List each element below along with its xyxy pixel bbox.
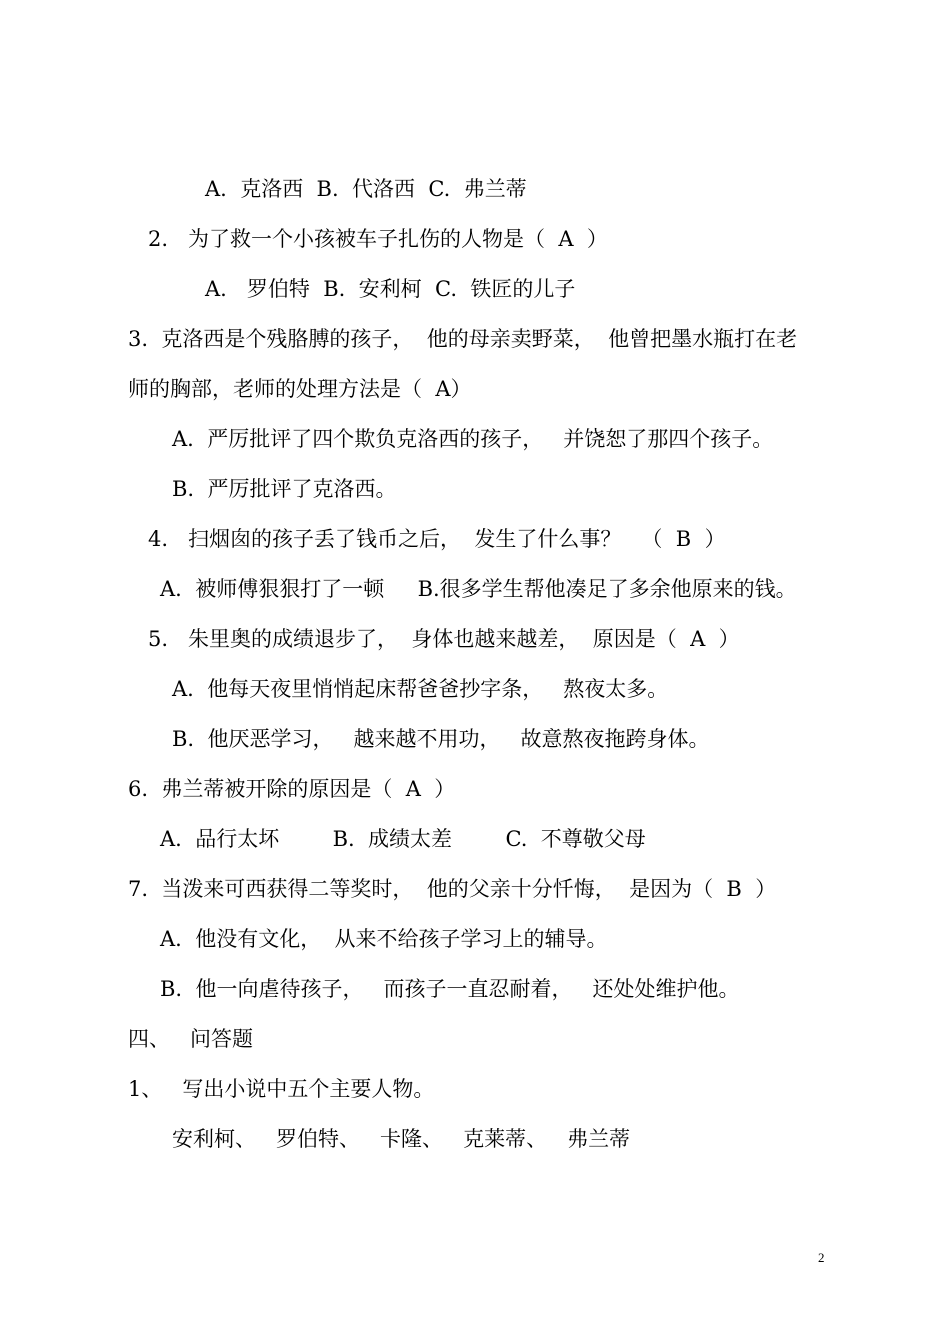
page-number: 2: [818, 1250, 825, 1265]
q2-question: 2. 为了救一个小孩被车子扎伤的人物是（ A ）: [148, 227, 608, 251]
q4-question: 4. 扫烟囱的孩子丢了钱币之后， 发生了什么事？ （ B ）: [148, 527, 726, 551]
q2-options: A. 罗伯特 B. 安利柯 C. 铁匠的儿子: [205, 277, 576, 301]
q3-option-a: A. 严厉批评了四个欺负克洛西的孩子， 并饶恕了那四个孩子。: [172, 427, 774, 451]
q7-question: 7. 当泼来可西获得二等奖时， 他的父亲十分忏悔， 是因为（ B ）: [128, 877, 777, 901]
qa1-answer: 安利柯、 罗伯特、 卡隆、 克莱蒂、 弗兰蒂: [172, 1127, 631, 1151]
q6-question: 6. 弗兰蒂被开除的原因是（ A ）: [128, 777, 456, 801]
q4-options: A. 被师傅狠狠打了一顿 B.很多学生帮他凑足了多余他原来的钱。: [160, 577, 797, 601]
q7-option-a: A. 他没有文化， 从来不给孩子学习上的辅导。: [160, 927, 608, 951]
q6-options: A. 品行太坏 B. 成绩太差 C. 不尊敬父母: [160, 827, 646, 851]
q5-question: 5. 朱里奥的成绩退步了， 身体也越来越差， 原因是（ A ）: [148, 627, 740, 651]
q7-option-b: B. 他一向虐待孩子， 而孩子一直忍耐着， 还处处维护他。: [160, 977, 740, 1001]
q1-options: A. 克洛西 B. 代洛西 C. 弗兰蒂: [205, 177, 527, 201]
q5-option-a: A. 他每天夜里悄悄起床帮爸爸抄字条， 熬夜太多。: [172, 677, 669, 701]
q3-question-line1: 3. 克洛西是个残胳膊的孩子， 他的母亲卖野菜， 他曾把墨水瓶打在老: [128, 327, 798, 351]
q5-option-b: B. 他厌恶学习， 越来越不用功， 故意熬夜拖跨身体。: [172, 727, 710, 751]
q3-option-b: B. 严厉批评了克洛西。: [172, 477, 397, 501]
section-heading: 四、 问答题: [128, 1027, 254, 1051]
qa1-question: 1、 写出小说中五个主要人物。: [128, 1077, 435, 1101]
q3-question-line2: 师的胸部，老师的处理方法是（ A）: [128, 377, 472, 401]
